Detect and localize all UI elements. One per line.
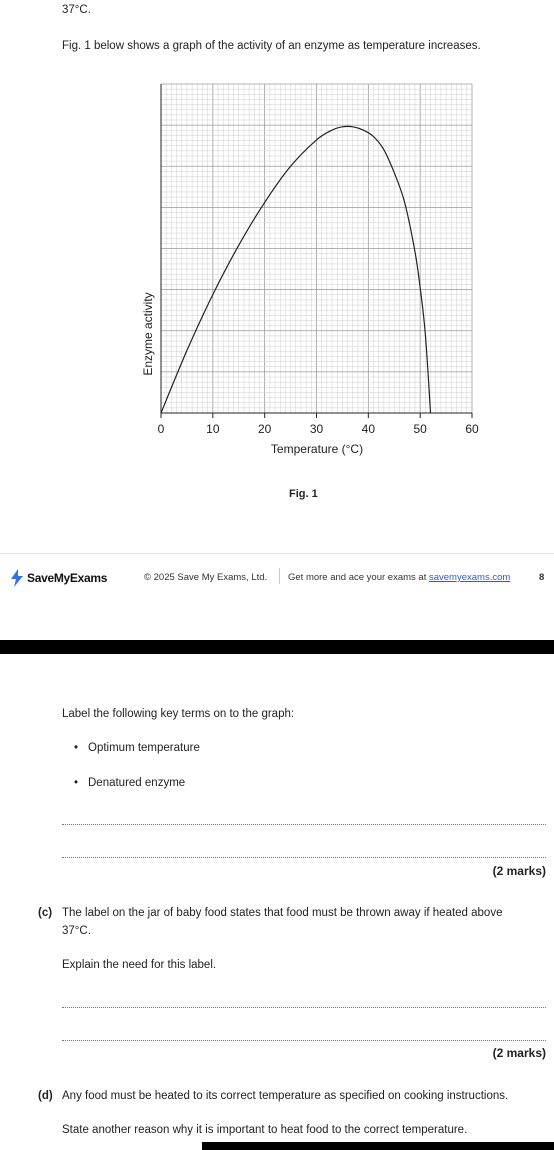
footer-link[interactable]: savemyexams.com — [428, 572, 511, 583]
x-tick-label: 50 — [413, 422, 427, 436]
answer-line[interactable] — [62, 1007, 546, 1008]
footer-copyright: © 2025 Save My Exams, Ltd. — [144, 572, 268, 583]
question-c-text: The label on the jar of baby food states that food must be thrown away if heated above — [62, 907, 503, 919]
footer-cta — [288, 572, 510, 583]
y-axis-label: Enzyme activity — [141, 292, 155, 376]
question-d-text: Any food must be heated to its correct temperature as specified on cooking instructions. — [62, 1090, 509, 1102]
x-tick-label: 20 — [257, 422, 272, 436]
bullet-optimum-temperature: • Optimum temperature — [88, 742, 200, 754]
question-c-prompt: Explain the need for this label. — [62, 959, 217, 971]
question-c-text-continued: 37°C. — [62, 925, 91, 937]
x-axis-label: Temperature (°C) — [270, 442, 364, 456]
x-tick-label: 10 — [206, 422, 220, 436]
footer-separator — [279, 568, 280, 584]
marks-b: (2 marks) — [492, 864, 546, 878]
enzyme-activity-graph — [130, 78, 490, 468]
answer-line[interactable] — [62, 857, 546, 858]
figure-caption: Fig. 1 — [289, 488, 318, 500]
x-tick-label: 40 — [361, 422, 376, 436]
lightning-bolt-icon — [10, 569, 24, 587]
answer-line[interactable] — [62, 824, 546, 825]
page-number: 8 — [539, 572, 545, 583]
question-d-prompt: State another reason why it is important to heat food to the correct temperature. — [62, 1124, 468, 1136]
logo-text: SaveMyExams — [27, 571, 108, 585]
footer-divider — [0, 553, 554, 554]
bullet-denatured-enzyme: • Denatured enzyme — [88, 777, 185, 789]
chart-grid — [161, 84, 472, 413]
question-text-fragment: 37°C. — [62, 4, 91, 16]
question-label-d: (d) — [38, 1090, 53, 1102]
instruction-text: Label the following key terms on to the graph: — [62, 708, 295, 720]
question-label-c: (c) — [38, 907, 53, 919]
screen-edge-bar — [202, 1142, 554, 1150]
footer-cta-text: Get more and ace your exams at — [288, 572, 429, 583]
figure-intro: Fig. 1 below shows a graph of the activity of an enzyme as temperature increases. — [62, 40, 481, 52]
page-break-band — [0, 640, 554, 654]
savemyexams-logo[interactable] — [10, 569, 107, 587]
x-tick-label: 60 — [465, 422, 479, 436]
x-tick-label: 0 — [157, 422, 165, 436]
marks-c: (2 marks) — [492, 1046, 546, 1060]
answer-line[interactable] — [62, 1040, 546, 1041]
x-tick-label: 30 — [309, 422, 324, 436]
chart-ticks — [158, 413, 479, 436]
